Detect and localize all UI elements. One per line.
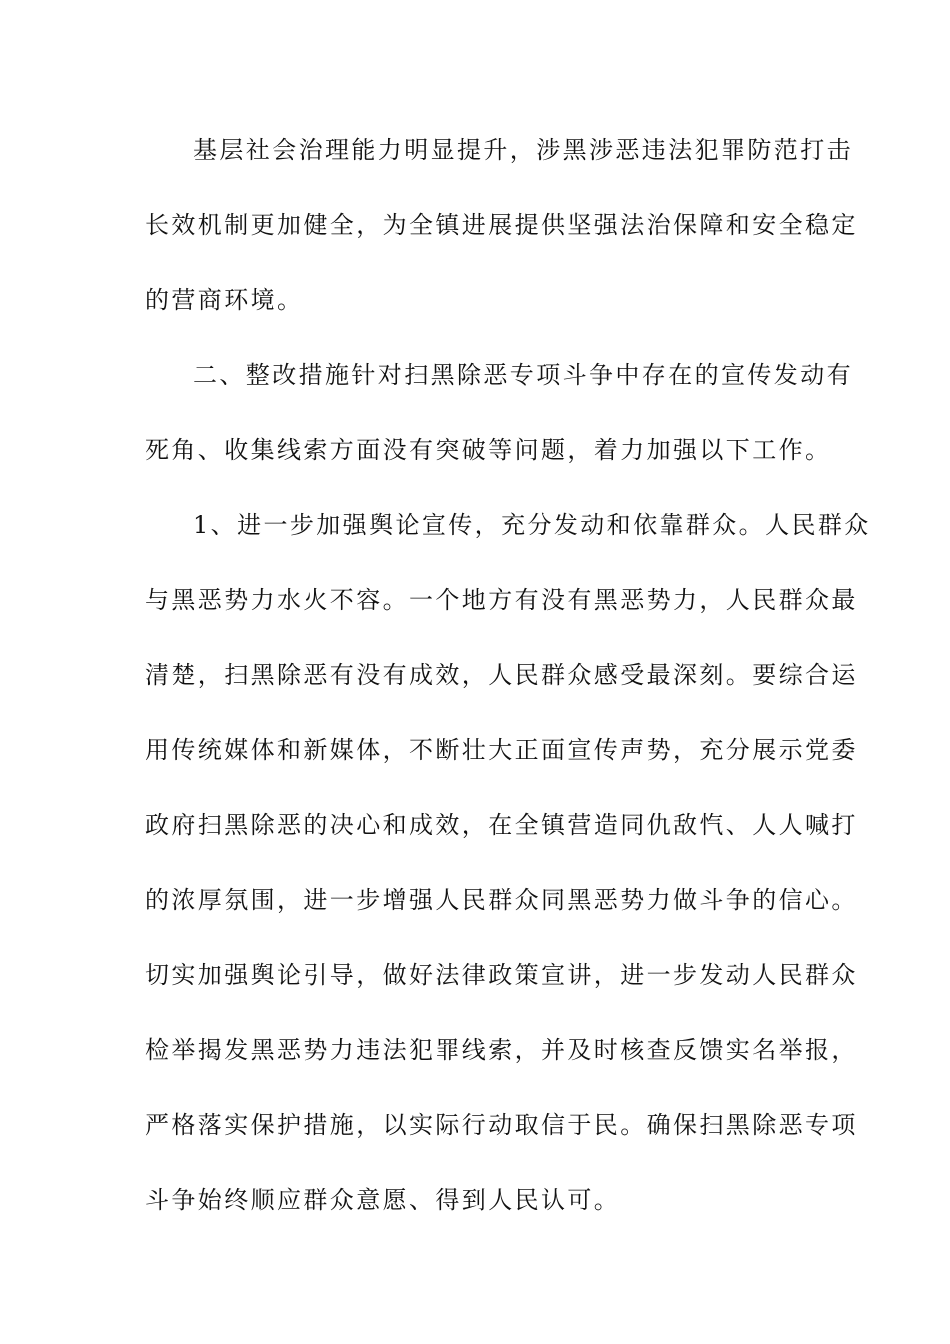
text-line: 检举揭发黑恶势力违法犯罪线索，并及时核查反馈实名举报， <box>145 1036 858 1064</box>
text-line: 基层社会治理能力明显提升，涉黑涉恶违法犯罪防范打击 <box>193 136 853 164</box>
text-line: 的营商环境。 <box>145 286 304 314</box>
text-line: 1、进一步加强舆论宣传，充分发动和依靠群众。人民群众 <box>193 511 871 539</box>
text-line: 政府扫黑除恶的决心和成效，在全镇营造同仇敌忾、人人喊打 <box>145 811 858 839</box>
text-line: 用传统媒体和新媒体，不断壮大正面宣传声势，充分展示党委 <box>145 736 858 764</box>
text-line: 的浓厚氛围，进一步增强人民群众同黑恶势力做斗争的信心。 <box>145 886 858 914</box>
text-line: 死角、收集线索方面没有突破等问题，着力加强以下工作。 <box>145 436 832 464</box>
text-line: 切实加强舆论引导，做好法律政策宣讲，进一步发动人民群众 <box>145 961 858 989</box>
text-line: 严格落实保护措施，以实际行动取信于民。确保扫黑除恶专项 <box>145 1111 858 1139</box>
text-line: 与黑恶势力水火不容。一个地方有没有黑恶势力，人民群众最 <box>145 586 858 614</box>
text-line: 斗争始终顺应群众意愿、得到人民认可。 <box>145 1186 621 1214</box>
text-line: 二、整改措施针对扫黑除恶专项斗争中存在的宣传发动有 <box>193 361 853 389</box>
text-line: 长效机制更加健全，为全镇进展提供坚强法治保障和安全稳定 <box>145 211 858 239</box>
text-line: 清楚，扫黑除恶有没有成效，人民群众感受最深刻。要综合运 <box>145 661 858 689</box>
